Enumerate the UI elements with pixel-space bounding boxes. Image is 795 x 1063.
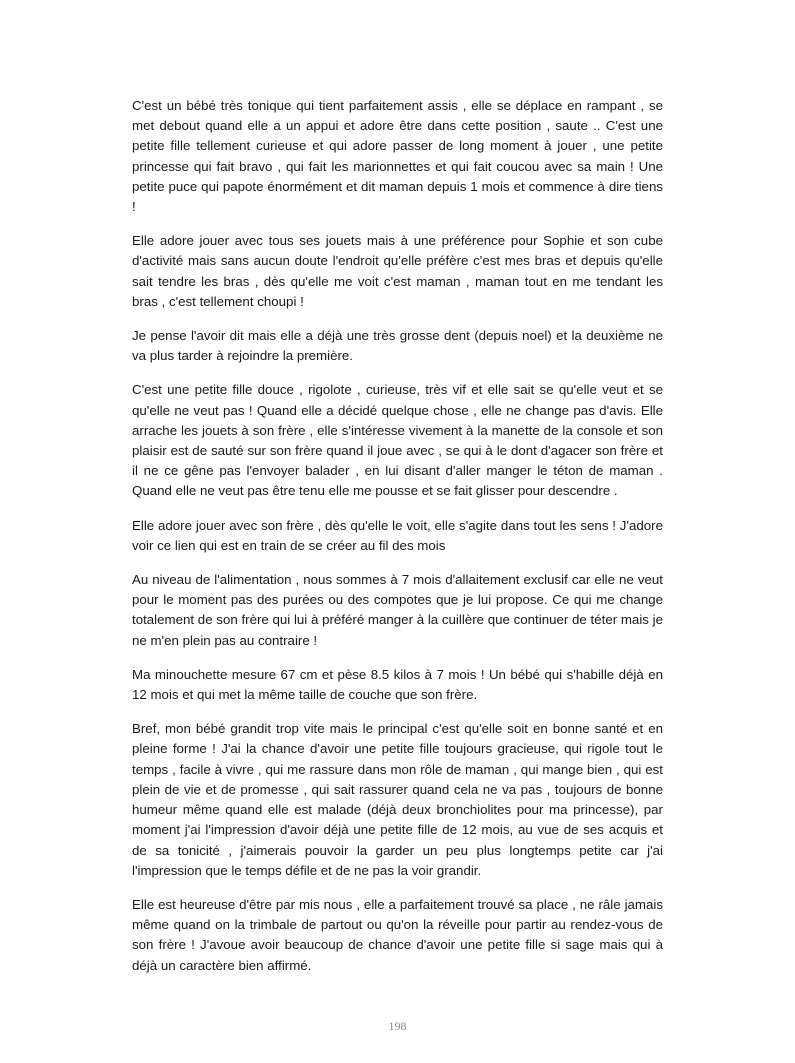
paragraph-4: C'est une petite fille douce , rigolote , curieuse, très vif et elle sait se qu'elle veut et se qu'elle ne veut pas ! Quand elle a décidé quelque chose , elle ne change pas d'avis. Elle arrache les jouets à son frère , elle s'intéresse vivement à la manette de la console et son plaisir est de sauté sur son frère quand il joue avec , se qui à le dont d'agacer son frère et il ne ce gêne pas l'envoyer balader , en lui disant d'aller manger le téton de maman . Quand elle ne veut pas être tenu elle me pousse et se fait glisser pour descendre .	[132, 382, 663, 499]
paragraph-7: Ma minouchette mesure 67 cm et pèse 8.5 kilos à 7 mois ! Un bébé qui s'habille déjà en 12 mois et qui met la même taille de couche que son frère.	[132, 666, 663, 703]
paragraph-9: Elle est heureuse d'être par mis nous , elle a parfaitement trouvé sa place , ne râle jamais même quand on la trimbale de partout ou qu'on la réveille pour partir au rendez-vous de son frère ! J'avoue avoir beaucoup de chance d'avoir une petite fille si sage mais qui à déjà un caractère bien affirmé.	[132, 896, 663, 973]
page-number: 198	[388, 1019, 407, 1033]
paragraph-2: Elle adore jouer avec tous ses jouets mais à une préférence pour Sophie et son cube d'activité mais sans aucun doute l'endroit qu'elle préfère c'est mes bras et depuis qu'elle sait tendre les bras , dès qu'elle me voit c'est maman , maman tout en me tendant les bras , c'est tellement choupi !	[132, 233, 663, 309]
paragraph-8: Bref, mon bébé grandit trop vite mais le principal c'est qu'elle soit en bonne santé et en pleine forme ! J'ai la chance d'avoir une petite fille toujours gracieuse, qui rigole tout le temps , facile à vivre , qui me rassure dans mon rôle de maman , qui mange bien , qui est plein de vie et de promesse , qui sait rassurer quand cela ne va pas , toujours de bonne humeur même quand elle est malade (déjà deux bronchiolites pour ma princesse), par moment j'ai l'impression d'avoir déjà une petite fille de 12 mois, au vue de ses acquis et de sa tonicité , j'aimerais pouvoir la garder un peu plus longtemps petite car j'ai l'impression que le temps défile et de ne pas la voir grandir.	[132, 721, 663, 878]
paragraph-3: Je pense l'avoir dit mais elle a déjà une très grosse dent (depuis noel) et la deuxième ne va plus tarder à rejoindre la première.	[132, 328, 663, 364]
paragraph-5: Elle adore jouer avec son frère , dès qu'elle le voit, elle s'agite dans tout les sens ! J'adore voir ce lien qui est en train de se créer au fil des mois	[132, 517, 663, 553]
paragraph-6: Au niveau de l'alimentation , nous sommes à 7 mois d'allaitement exclusif car elle ne veut pour le moment pas des purées ou des compotes que je lui propose. Ce qui me change totalement de son frère qui lui à préféré manger à la cuillère que continuer de téter mais je ne m'en plein pas au contraire !	[132, 572, 663, 648]
document-body	[132, 96, 663, 990]
paragraph-1: C'est un bébé très tonique qui tient parfaitement assis , elle se déplace en rampant , se met debout quand elle a un appui et adore être dans cette position , saute .. C'est une petite fille tellement curieuse et qui adore passer de long moment à jouer , une petite princesse qui fait bravo , qui fait les marionnettes et qui fait coucou avec sa main ! Une petite puce qui papote énormément et dit maman depuis 1 mois et commence à dire tiens !	[132, 98, 663, 215]
